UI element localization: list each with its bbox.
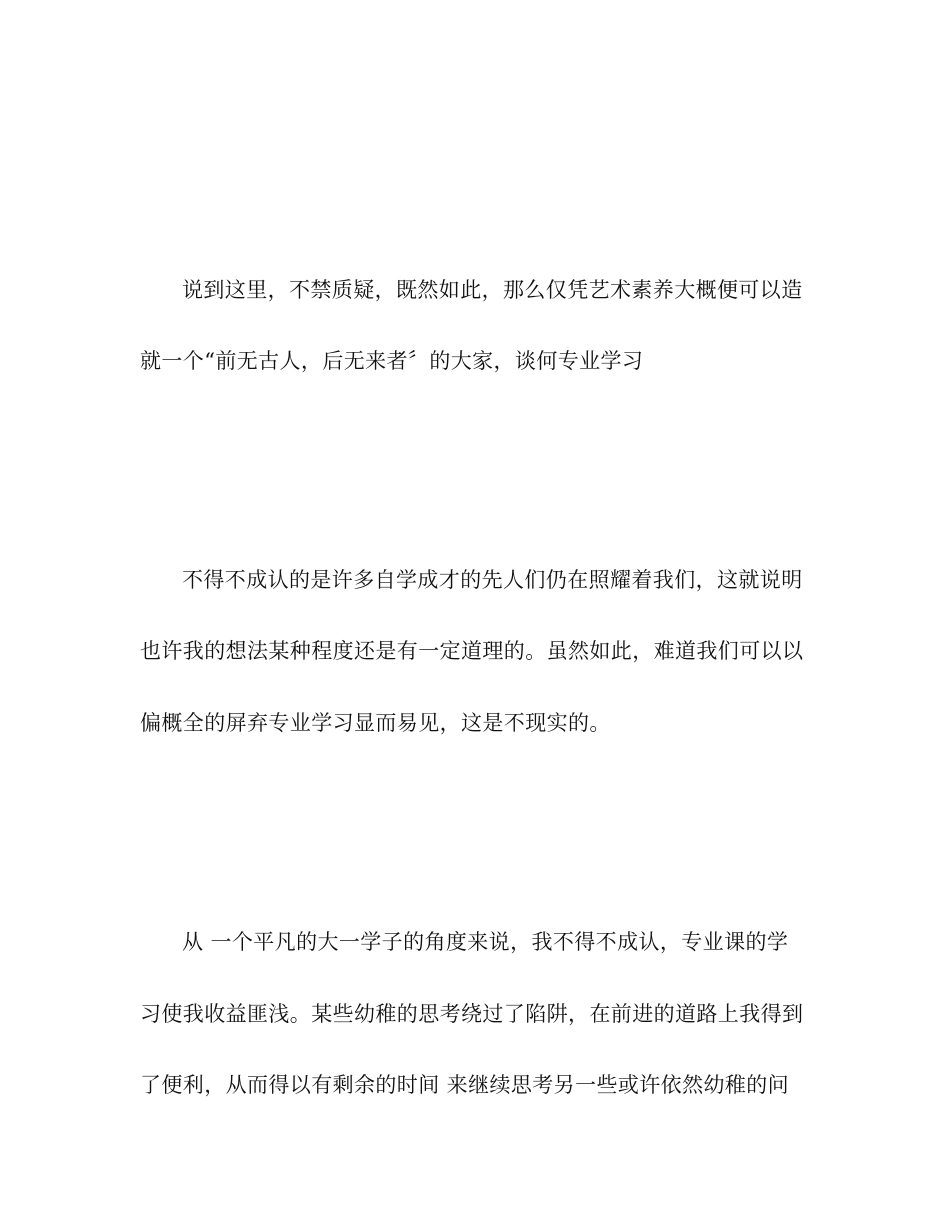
paragraph-line: 就一个“前无古人，后无来者〞的大家，谈何专业学习	[140, 349, 644, 373]
paragraph-line: 偏概全的屏弃专业学习显而易见，这是不现实的。	[140, 711, 611, 735]
paragraph-line: 说到这里，不禁质疑，既然如此，那么仅凭艺术素养大概便可以造	[182, 278, 803, 302]
paragraph-line: 了便利，从而得以有剩余的时间 来继续思考另一些或许依然幼稚的问	[140, 1073, 790, 1097]
paragraph-line: 不得不成认的是许多自学成才的先人们仍在照耀着我们，这就说明	[182, 568, 803, 592]
paragraph-line: 也许我的想法某种程度还是有一定道理的。虽然如此，难道我们可以以	[140, 639, 804, 663]
paragraph-line: 从 一个平凡的大一学子的角度来说，我不得不成认，专业课的学	[182, 930, 789, 954]
paragraph-line: 习使我收益匪浅。某些幼稚的思考绕过了陷阱，在前进的道路上我得到	[140, 1002, 804, 1026]
